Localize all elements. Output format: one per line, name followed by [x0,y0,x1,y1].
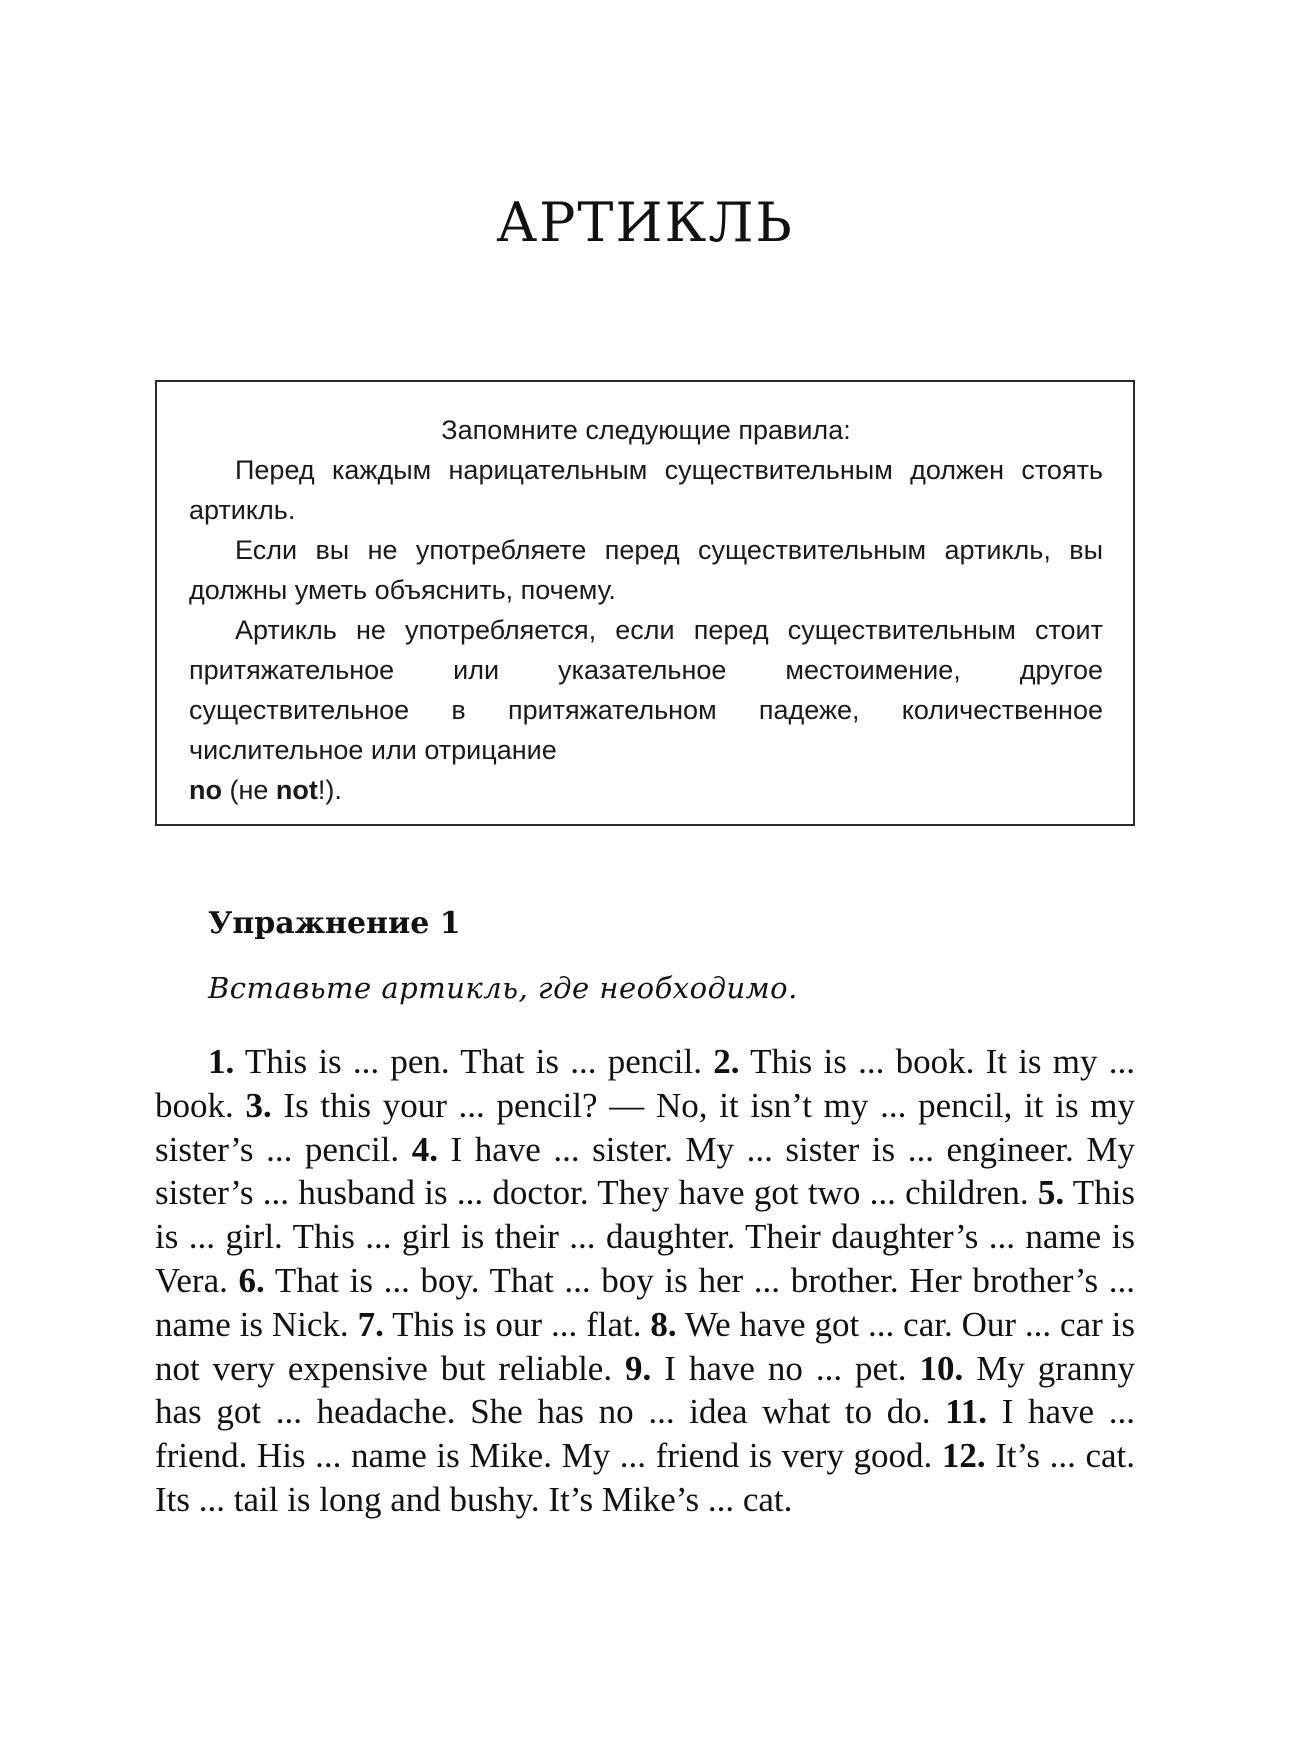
rule-3-text: Артикль не употребляется, если перед существительным стоит притяжательное или указательное местоимение, другое существительное в притяжательном падеже, количественное числительное или отрицание [189,615,1103,765]
exercise-item-1 [208,1042,713,1081]
item-number: 7. [357,1304,384,1344]
item-number: 9. [625,1348,652,1388]
item-text: This is our ... flat. [383,1304,651,1344]
exercise-item-7 [358,1305,651,1344]
item-number: 5. [1037,1173,1065,1213]
item-number: 11. [945,1392,988,1432]
page-title: АРТИКЛЬ [496,191,794,254]
rule-3-no: no [189,775,222,805]
item-text: I have ... friend. His ... name is Mike. My ... friend is very good. [155,1392,1135,1476]
item-text: I have no ... pet. [651,1348,920,1388]
item-text: Is this your ... pencil? — No, it isn’t my ... pencil, it is my sister’s ... pencil. [155,1085,1135,1169]
exercise-item-9 [625,1349,919,1388]
item-text: This is ... girl. This ... girl is their ... daughter. Their daughter’s ... name is Vera. [155,1173,1135,1300]
item-text: This is ... pen. That is ... pencil. [234,1042,714,1081]
item-text: This is ... book. It is my ... book. [155,1042,1135,1125]
item-number: 6. [238,1260,265,1300]
rule-3 [189,610,1103,810]
item-text: I have ... sister. My ... sister is ... engineer. My sister’s ... husband is ... doctor. They have got two ... children. [155,1129,1135,1213]
item-text: My granny has got ... headache. She has no ... idea what to do. [155,1348,1135,1432]
rule-3-paren-close: !). [317,775,342,805]
rule-1: Перед каждым нарицательным существительным должен стоять артикль. [189,455,1103,525]
item-text: That is ... boy. That ... boy is her ... brother. Her brother’s ... name is Nick. [155,1260,1136,1344]
rule-box [155,380,1135,826]
item-number: 2. [713,1042,740,1081]
item-number: 10. [919,1348,964,1388]
rule-heading: Запомните следующие правила: [441,415,851,445]
exercise-title: Упражнение 1 [208,906,461,941]
item-text: It’s ... cat. Its ... tail is long and bushy. It’s Mike’s ... cat. [155,1436,1135,1519]
item-number: 3. [245,1085,272,1125]
rule-3-not: not [275,775,318,805]
item-number: 4. [411,1129,438,1169]
item-number: 12. [941,1436,986,1476]
rule-2: Если вы не употребляете перед существительным артикль, вы должны уметь объяснить, почему. [189,535,1103,605]
exercise-body [155,1040,1135,1522]
item-number: 8. [650,1304,677,1344]
item-number: 1. [208,1042,235,1081]
rule-3-paren-open: (не [222,775,276,805]
exercise-instruction: Вставьте артикль, где необходимо. [208,971,798,1005]
item-text: We have got ... car. Our ... car is not very expensive but reliable. [155,1304,1135,1388]
